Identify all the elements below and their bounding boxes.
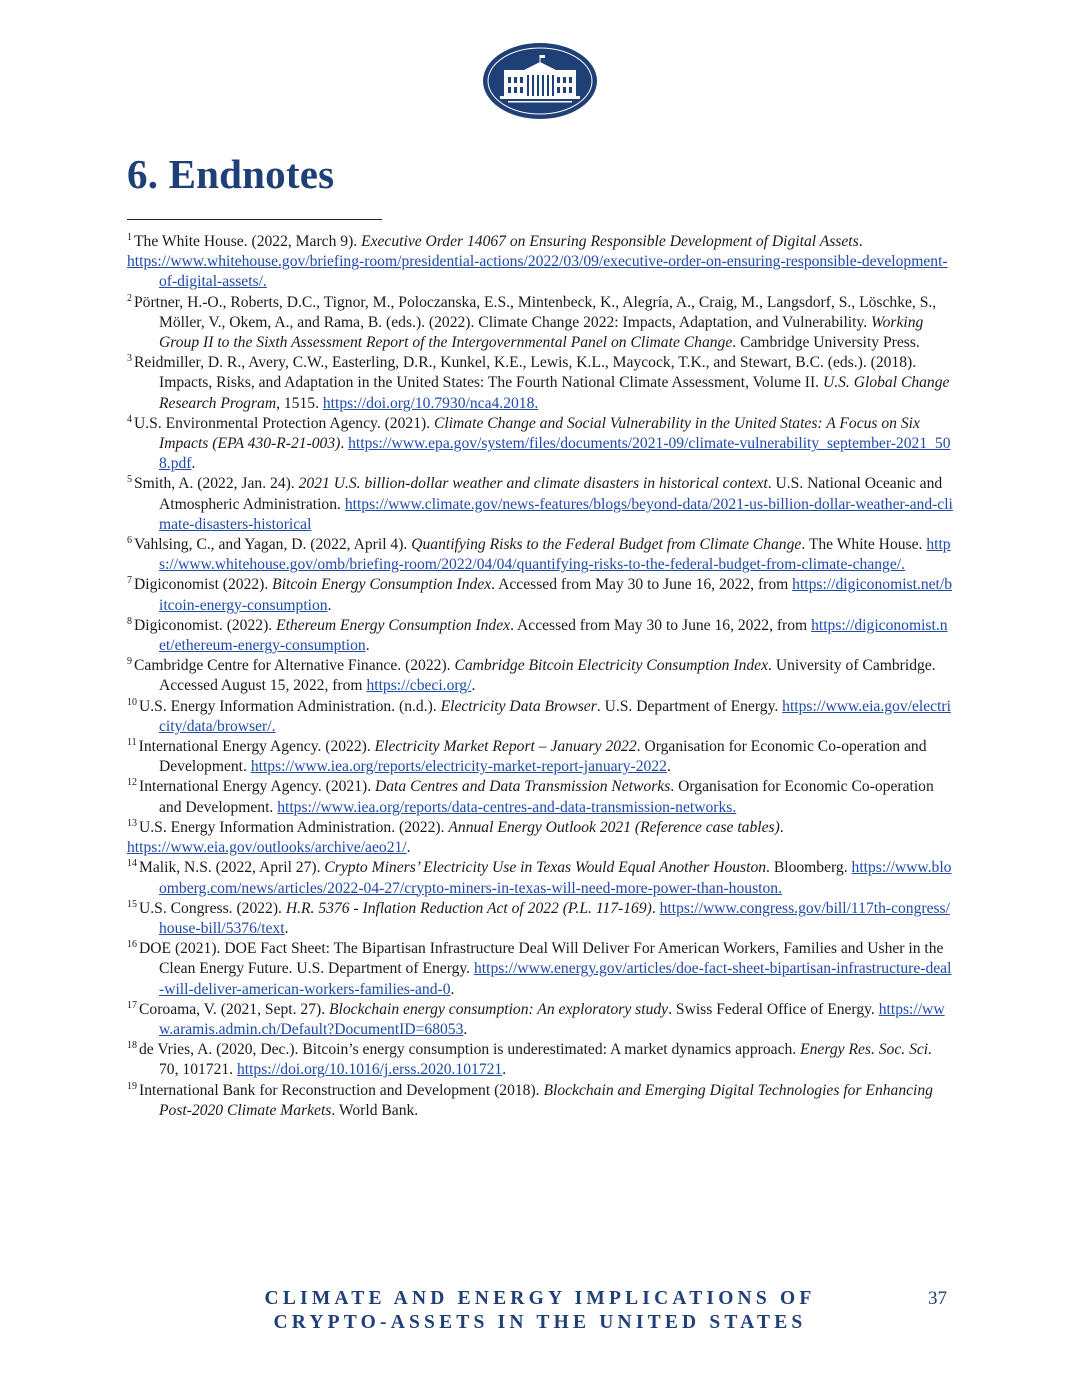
- endnote-text: Digiconomist (2022).: [134, 576, 273, 594]
- endnote-link[interactable]: https://digiconomist.net/ethereum-energy-consumption: [159, 616, 948, 655]
- endnote-5: [127, 474, 953, 535]
- endnote-16: [127, 939, 953, 1000]
- endnote-text: International Energy Agency. (2021).: [139, 778, 375, 796]
- endnote-italic-title: Climate Change and Social Vulnerability in the United States: A Focus on Six Impacts (EPA 430-R-21-003): [159, 414, 920, 453]
- endnote-link[interactable]: https://doi.org/10.1016/j.erss.2020.101721: [236, 1061, 503, 1079]
- endnote-7: [127, 575, 953, 615]
- endnote-italic-title: U.S. Global Change Research Program: [159, 374, 950, 412]
- endnote-text: DOE (2021). DOE Fact Sheet: The Bipartisan Infrastructure Deal Will Deliver For American Workers, Families and Usher in the Clean Energy Future. U.S. Department of Energy.: [139, 940, 944, 978]
- endnote-tail: .: [406, 839, 411, 857]
- endnote-tail: .: [284, 919, 289, 937]
- endnote-link[interactable]: https://www.energy.gov/articles/doe-fact-sheet-bipartisan-infrastructure-deal-will-deliver-american-workers-families-and-0: [159, 960, 952, 998]
- white-house-seal-icon: [482, 42, 598, 120]
- endnote-text-after: 70, 101721.: [159, 1061, 237, 1079]
- endnote-number: 7: [127, 575, 132, 587]
- endnote-text: Digiconomist. (2022).: [134, 616, 277, 634]
- endnote-text: International Energy Agency. (2022).: [138, 738, 375, 756]
- endnote-text: U.S. Congress. (2022).: [139, 899, 286, 917]
- endnotes-divider: [127, 219, 382, 220]
- footer-line-2: CRYPTO-ASSETS IN THE UNITED STATES: [273, 1312, 807, 1333]
- endnote-text: Pörtner, H.-O., Roberts, D.C., Tignor, M., Poloczanska, E.S., Mintenbeck, K., Alegría, A., Craig, M., Langsdorf, S., Löschke, S., Möller, V., Okem, A., and Rama, B. (eds.). (2022). Climate Change 2022: Impacts, Adaptation, and Vulnerability.: [134, 293, 937, 331]
- endnote-4: [127, 414, 953, 475]
- endnote-14: [127, 858, 953, 898]
- endnote-text-after: .: [858, 233, 863, 250]
- endnote-1: [127, 232, 953, 293]
- endnote-text: U.S. Energy Information Administration. (2022).: [139, 818, 449, 836]
- endnote-number: 15: [127, 898, 137, 910]
- endnote-italic-title: H.R. 5376 - Inflation Reduction Act of 2022 (P.L. 117-169): [285, 899, 652, 917]
- endnote-text-after: . Accessed from May 30 to June 16, 2022, from: [491, 576, 793, 594]
- endnote-link[interactable]: https://www.iea.org/reports/electricity-market-report-january-2022: [250, 758, 667, 776]
- endnote-number: 4: [127, 413, 132, 425]
- endnote-number: 17: [127, 999, 137, 1011]
- footer-title: [0, 1287, 1080, 1335]
- endnote-number: 13: [127, 817, 137, 829]
- endnote-19: [127, 1081, 953, 1121]
- endnote-italic-title: Executive Order 14067 on Ensuring Responsible Development of Digital Assets: [361, 233, 859, 250]
- endnote-italic-title: Blockchain and Emerging Digital Technologies for Enhancing Post-2020 Climate Markets: [159, 1081, 933, 1119]
- endnote-italic-title: Electricity Market Report – January 2022: [374, 738, 637, 756]
- endnote-text: U.S. Energy Information Administration. (n.d.).: [139, 697, 441, 715]
- endnote-italic-title: Ethereum Energy Consumption Index: [276, 616, 511, 634]
- endnote-text-after: . Bloomberg.: [766, 859, 852, 877]
- endnote-text-after: . The White House.: [801, 536, 927, 554]
- endnote-text-after: . Cambridge University Press.: [732, 334, 920, 352]
- endnote-10: [127, 697, 953, 737]
- endnote-text-after: .: [340, 435, 349, 453]
- endnote-link[interactable]: https://www.whitehouse.gov/omb/briefing-room/2022/04/04/quantifying-risks-to-the-federal-budget-from-climate-change/.: [159, 536, 951, 574]
- endnote-number: 9: [127, 656, 132, 668]
- endnote-text-after: .: [651, 899, 660, 917]
- endnote-italic-title: Cambridge Bitcoin Electricity Consumption Index: [454, 657, 769, 675]
- endnote-tail: .: [365, 637, 370, 655]
- endnote-link[interactable]: https://www.epa.gov/system/files/documents/2021-09/climate-vulnerability_september-2021_508.pdf: [159, 435, 951, 473]
- footer-line-1: CLIMATE AND ENERGY IMPLICATIONS OF: [264, 1288, 816, 1309]
- endnote-number: 16: [127, 939, 137, 951]
- endnote-italic-title: Bitcoin Energy Consumption Index: [272, 576, 492, 594]
- endnote-link[interactable]: https://www.aramis.admin.ch/Default?DocumentID=68053: [159, 1000, 945, 1038]
- endnote-link[interactable]: https://digiconomist.net/bitcoin-energy-consumption: [159, 576, 953, 614]
- endnote-13: [127, 818, 953, 858]
- endnote-number: 10: [127, 696, 137, 708]
- endnote-text-after: .: [779, 818, 784, 836]
- endnote-text-after: . Swiss Federal Office of Energy.: [668, 1000, 879, 1018]
- endnote-number: 3: [127, 353, 132, 365]
- endnote-text: U.S. Environmental Protection Agency. (2021).: [134, 414, 434, 432]
- endnote-link[interactable]: https://doi.org/10.7930/nca4.2018.: [322, 394, 539, 412]
- endnote-tail: .: [502, 1061, 507, 1079]
- endnote-italic-title: Quantifying Risks to the Federal Budget from Climate Change: [411, 536, 802, 554]
- endnote-number: 14: [127, 858, 137, 870]
- endnote-link[interactable]: https://www.eia.gov/outlooks/archive/aeo21/: [127, 839, 407, 857]
- endnote-italic-title: Annual Energy Outlook 2021 (Reference case tables): [448, 818, 780, 836]
- endnote-18: [127, 1040, 953, 1080]
- endnote-number: 11: [127, 737, 137, 749]
- endnote-6: [127, 535, 953, 575]
- endnote-tail: .: [327, 596, 332, 614]
- endnote-link[interactable]: https://www.iea.org/reports/data-centres-and-data-transmission-networks.: [277, 798, 737, 816]
- endnote-italic-title: Blockchain energy consumption: An exploratory study: [329, 1000, 669, 1018]
- endnote-text-after: . U.S. Department of Energy.: [596, 697, 783, 715]
- endnote-text: Reidmiller, D. R., Avery, C.W., Easterling, D.R., Kunkel, K.E., Lewis, K.L., Maycock, T.K., and Stewart, B.C. (eds.). (2018). Impacts, Risks, and Adaptation in the United States: The Fourth National Climate Assessment, Volume II.: [134, 354, 917, 392]
- endnote-text: Smith, A. (2022, Jan. 24).: [134, 475, 299, 493]
- endnote-number: 5: [127, 474, 132, 486]
- endnote-tail: .: [463, 1020, 468, 1038]
- endnote-link[interactable]: https://www.climate.gov/news-features/blogs/beyond-data/2021-us-billion-dollar-weather-and-climate-disasters-historical: [159, 495, 953, 533]
- endnote-link[interactable]: https://www.eia.gov/electricity/data/browser/.: [159, 697, 951, 735]
- endnote-number: 1: [127, 232, 132, 243]
- endnote-tail: .: [191, 455, 196, 473]
- endnote-text-after: . Organisation for Economic Co-operation and Development.: [159, 738, 927, 776]
- endnote-11: [127, 737, 953, 777]
- endnote-number: 18: [127, 1040, 137, 1052]
- page-title: 6. Endnotes: [127, 151, 335, 197]
- endnote-text-after: . University of Cambridge. Accessed August 15, 2022, from: [159, 657, 936, 695]
- endnote-italic-title: 2021 U.S. billion-dollar weather and climate disasters in historical context: [298, 475, 768, 493]
- endnote-number: 8: [127, 615, 132, 627]
- endnote-text: International Bank for Reconstruction and Development (2018).: [139, 1081, 544, 1099]
- endnote-tail: .: [471, 677, 476, 695]
- endnote-link[interactable]: https://www.whitehouse.gov/briefing-room/presidential-actions/2022/03/09/executive-order-on-ensuring-responsible-development-of-digital-assets/.: [127, 253, 948, 291]
- endnote-text: Malik, N.S. (2022, April 27).: [139, 859, 325, 877]
- endnote-8: [127, 616, 953, 656]
- endnote-text: Vahlsing, C., and Yagan, D. (2022, April 4).: [134, 536, 412, 554]
- endnote-text-after: . U.S. National Oceanic and Atmospheric Administration.: [159, 475, 943, 513]
- endnote-2: [127, 293, 953, 354]
- endnote-text-after: , 1515.: [276, 394, 323, 412]
- page-number: 37: [928, 1288, 947, 1309]
- endnote-number: 19: [127, 1080, 137, 1092]
- endnote-text: de Vries, A. (2020, Dec.). Bitcoin’s energy consumption is underestimated: A market dynamics approach.: [139, 1041, 801, 1059]
- endnote-tail: .: [666, 758, 671, 776]
- endnote-tail: .: [450, 980, 455, 998]
- endnote-number: 12: [127, 777, 137, 789]
- endnote-italic-title: Crypto Miners’ Electricity Use in Texas Would Equal Another Houston: [324, 859, 767, 877]
- endnote-link[interactable]: https://www.bloomberg.com/news/articles/2022-04-27/crypto-miners-in-texas-will-need-more-power-than-houston.: [159, 859, 952, 897]
- endnote-9: [127, 656, 953, 696]
- endnote-italic-title: Data Centres and Data Transmission Networks: [375, 778, 671, 796]
- endnote-text: Coroama, V. (2021, Sept. 27).: [139, 1000, 330, 1018]
- endnote-text-after: . World Bank.: [331, 1101, 419, 1119]
- endnote-text: Cambridge Centre for Alternative Finance. (2022).: [134, 657, 455, 675]
- endnote-italic-title: Working Group II to the Sixth Assessment Report of the Intergovernmental Panel on Climate Change: [159, 313, 924, 352]
- endnote-3: [127, 353, 953, 414]
- endnote-12: [127, 777, 953, 817]
- endnote-number: 6: [127, 535, 132, 547]
- endnote-link[interactable]: https://www.congress.gov/bill/117th-congress/house-bill/5376/text: [159, 899, 950, 937]
- endnote-17: [127, 1000, 953, 1040]
- endnote-15: [127, 899, 953, 939]
- endnote-text-after: . Accessed from May 30 to June 16, 2022, from: [510, 616, 812, 634]
- endnote-italic-title: Energy Res. Soc. Sci.: [800, 1041, 933, 1059]
- endnote-text: The White House. (2022, March 9).: [134, 233, 362, 250]
- endnote-text-after: . Organisation for Economic Co-operation and Development.: [159, 778, 934, 816]
- endnote-number: 2: [127, 292, 132, 304]
- endnote-link[interactable]: https://cbeci.org/: [366, 677, 472, 695]
- endnotes-list: [127, 232, 953, 1121]
- endnote-italic-title: Electricity Data Browser: [440, 697, 597, 715]
